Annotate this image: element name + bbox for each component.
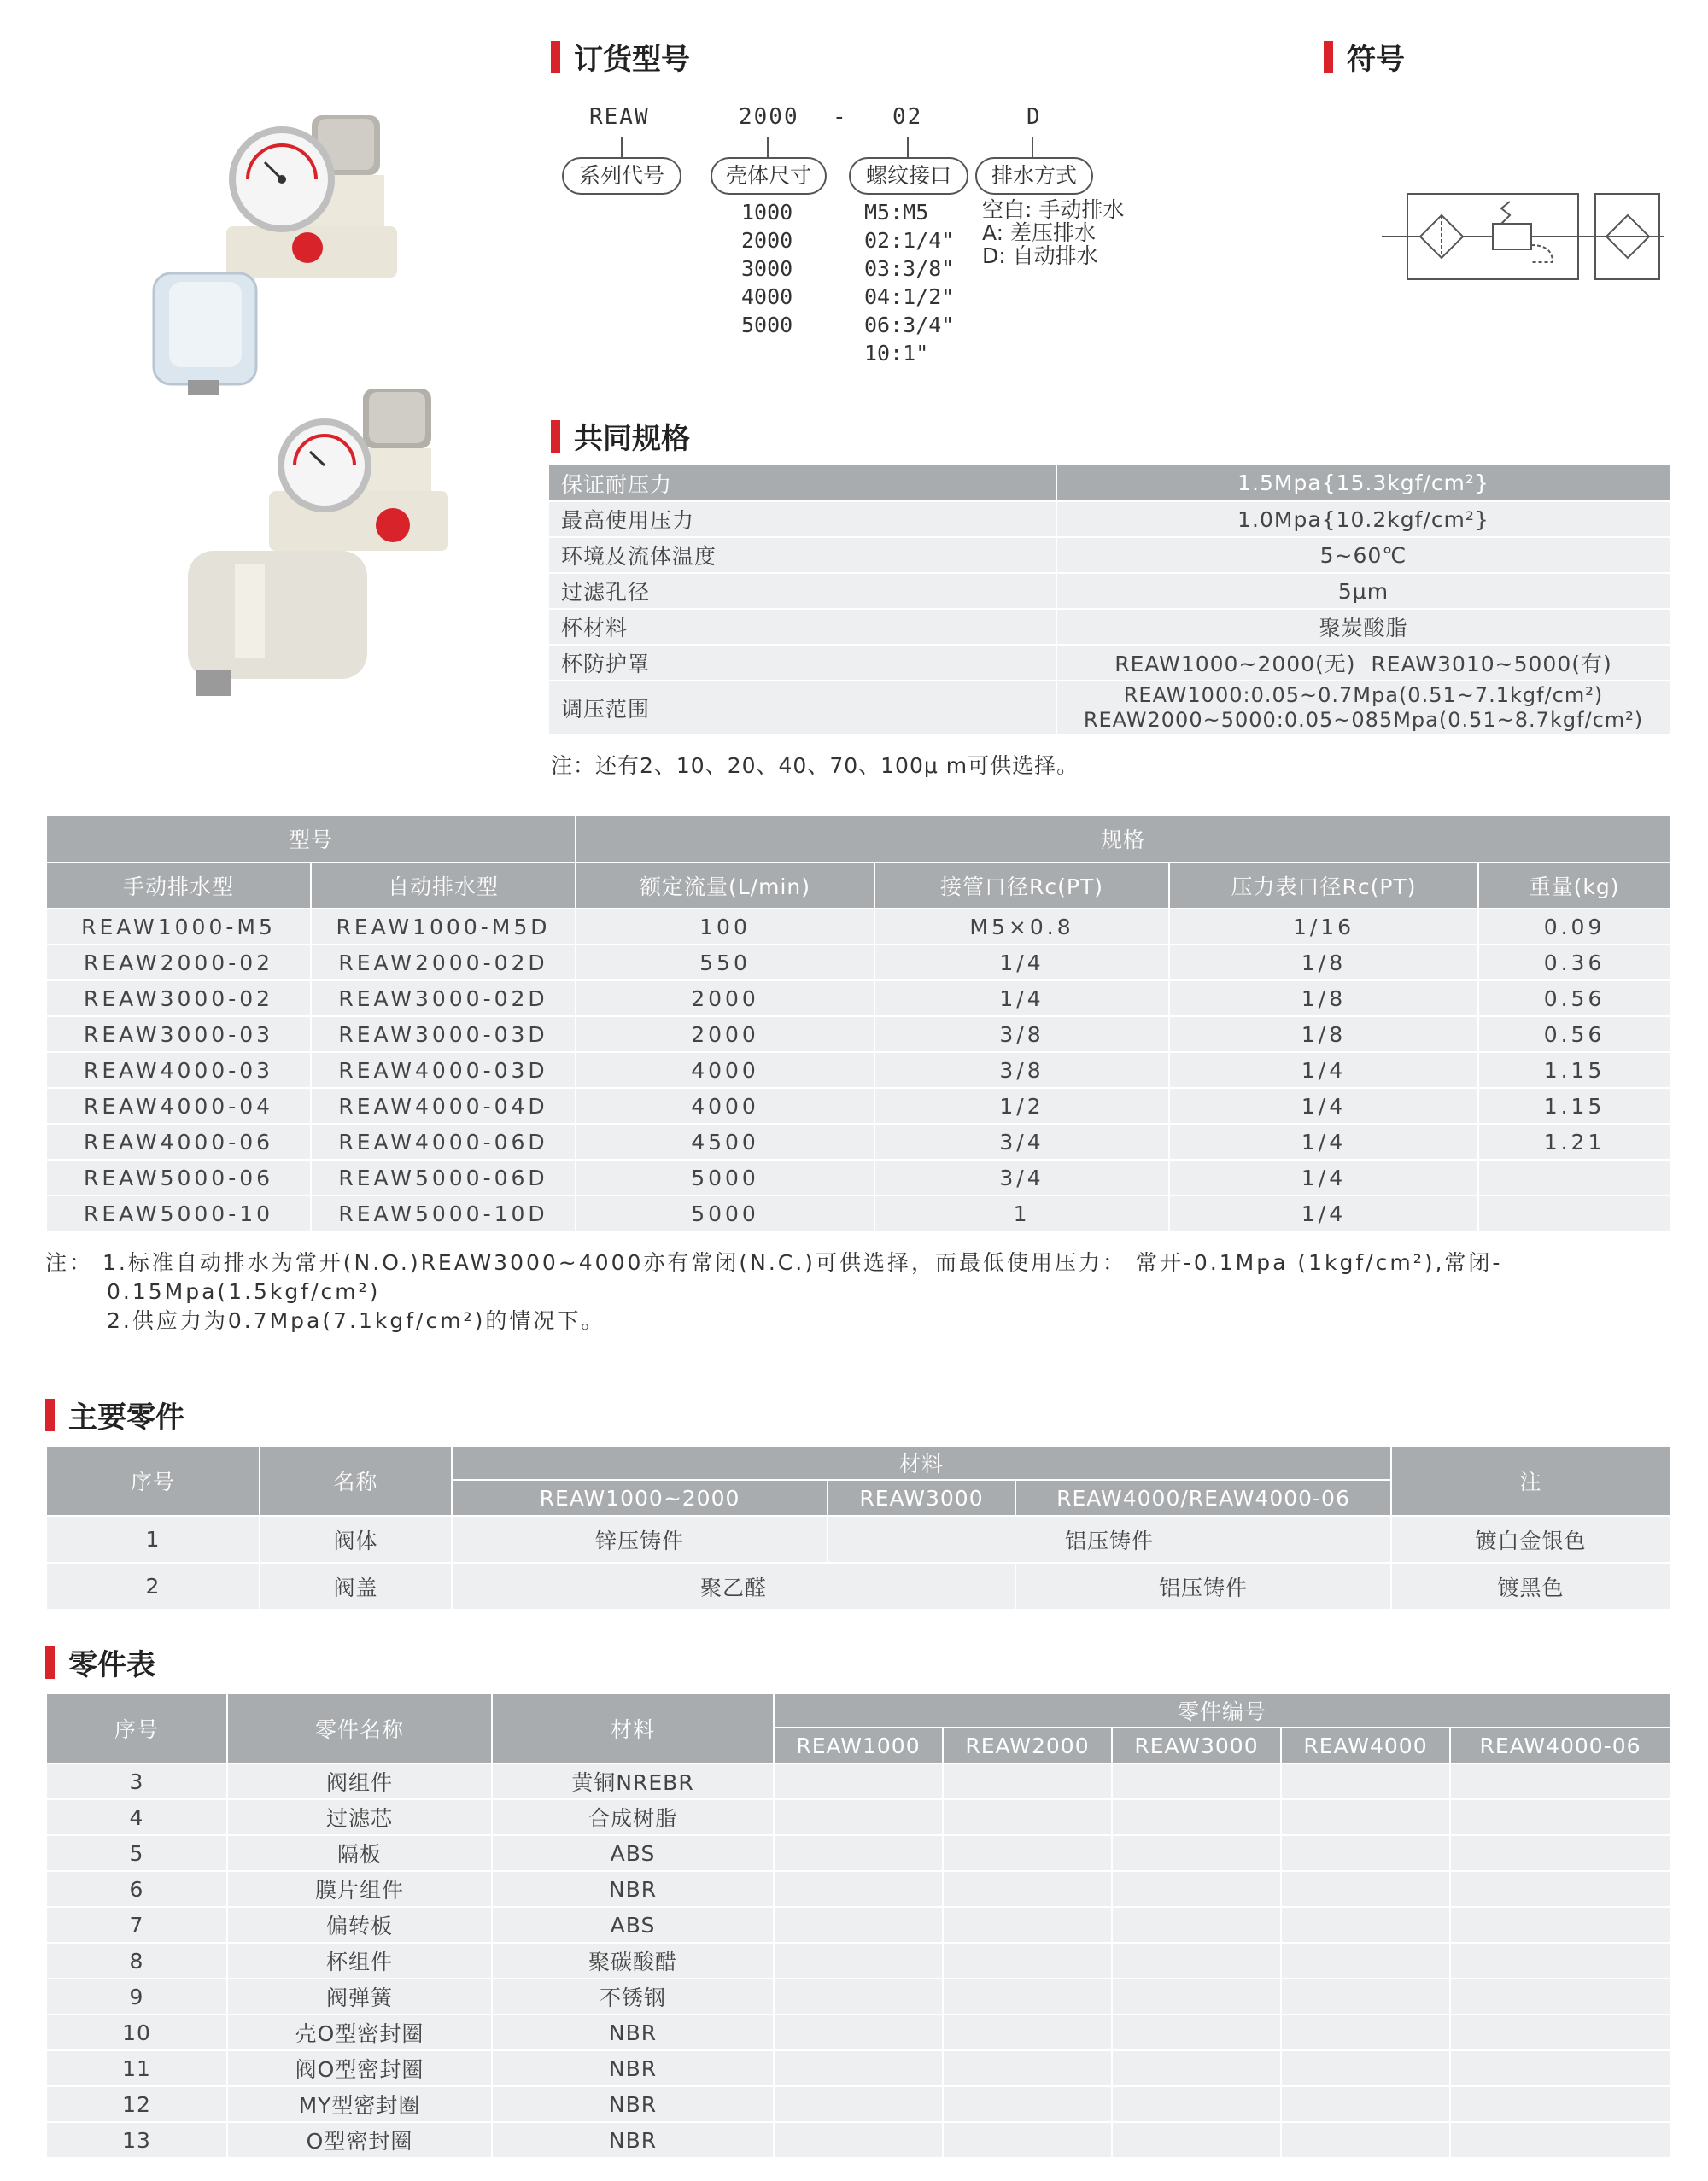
table-cell <box>1112 1835 1281 1871</box>
column-header: 序号 <box>46 1693 227 1763</box>
table-cell: 3 <box>46 1763 227 1799</box>
size-option: 4000 <box>741 284 793 309</box>
table-cell <box>774 2122 943 2158</box>
table-cell: 9 <box>46 1979 227 2014</box>
table-cell <box>1478 1196 1670 1231</box>
table-cell: 膜片组件 <box>227 1871 492 1907</box>
port-option: 04:1/2" <box>864 284 955 309</box>
table-cell: M5×0.8 <box>874 909 1169 944</box>
table-cell: 2 <box>46 1563 260 1610</box>
column-group-header: 规格 <box>576 815 1670 862</box>
column-subheader: REAW1000 <box>774 1728 943 1763</box>
column-header: 名称 <box>260 1446 452 1516</box>
table-row <box>46 1124 1670 1160</box>
spec-value: 5μm <box>1056 573 1670 609</box>
table-cell: 4000 <box>576 1088 874 1124</box>
size-option: 5000 <box>741 313 793 337</box>
table-row <box>46 1446 1670 1480</box>
table-cell <box>774 2050 943 2086</box>
table-cell: 杯组件 <box>227 1943 492 1979</box>
spec-value: 聚炭酸脂 <box>1056 609 1670 645</box>
column-header: 额定流量(L/min) <box>576 862 874 909</box>
table-cell <box>1450 1871 1670 1907</box>
spec-value <box>1056 681 1670 735</box>
table-cell: 黄铜NREBR <box>492 1763 774 1799</box>
table-cell <box>774 1799 943 1835</box>
table-cell: REAW4000-03 <box>46 1052 311 1088</box>
parts-list-table <box>45 1693 1671 2159</box>
table-cell: REAW1000-M5D <box>311 909 576 944</box>
column-subheader: REAW1000~2000 <box>452 1480 828 1516</box>
product-image-filter-regulator-1 <box>128 98 470 397</box>
table-cell: 聚乙醛 <box>452 1563 1015 1610</box>
table-row <box>46 1979 1670 2014</box>
table-row <box>46 1563 1670 1610</box>
table-row <box>46 1907 1670 1943</box>
table-cell <box>943 1907 1112 1943</box>
table-cell <box>1281 1763 1450 1799</box>
table-cell: 1/8 <box>1169 980 1478 1016</box>
drain-options <box>982 198 1124 267</box>
table-cell <box>774 2086 943 2122</box>
connector-line <box>907 137 909 159</box>
model-note-line: 2.供应力为0.7Mpa(7.1kgf/cm²)的情况下。 <box>107 1308 605 1333</box>
table-cell <box>943 2014 1112 2050</box>
table-row <box>46 1871 1670 1907</box>
table-cell: 合成树脂 <box>492 1799 774 1835</box>
table-cell <box>774 1835 943 1871</box>
table-cell: 11 <box>46 2050 227 2086</box>
table-cell: 100 <box>576 909 874 944</box>
connector-line <box>767 137 769 159</box>
table-cell: REAW4000-06D <box>311 1124 576 1160</box>
table-cell: NBR <box>492 1871 774 1907</box>
table-cell <box>1450 1835 1670 1871</box>
table-cell: 1/8 <box>1169 944 1478 980</box>
table-cell: REAW5000-06 <box>46 1160 311 1196</box>
port-options <box>864 198 954 367</box>
table-row <box>46 980 1670 1016</box>
table-row <box>46 1763 1670 1799</box>
table-cell: MY型密封圈 <box>227 2086 492 2122</box>
table-cell: 5000 <box>576 1196 874 1231</box>
table-cell <box>1112 1799 1281 1835</box>
table-cell: 4 <box>46 1799 227 1835</box>
column-header: 零件名称 <box>227 1693 492 1763</box>
accent-bar <box>551 420 560 453</box>
table-cell <box>1281 2086 1450 2122</box>
common-spec-table <box>549 465 1670 736</box>
table-row <box>46 2086 1670 2122</box>
table-row <box>46 1052 1670 1088</box>
table-cell <box>1450 1979 1670 2014</box>
table-row <box>46 1160 1670 1196</box>
table-cell <box>1450 2014 1670 2050</box>
table-cell: 4500 <box>576 1124 874 1160</box>
accent-bar <box>551 41 560 73</box>
accent-bar <box>1324 41 1333 73</box>
common-spec-title <box>551 415 690 457</box>
table-cell: 过滤芯 <box>227 1799 492 1835</box>
table-row <box>46 1516 1670 1563</box>
table-cell <box>1281 2122 1450 2158</box>
spec-value: 1.5Mpa{15.3kgf/cm²} <box>1056 465 1670 501</box>
label-series-code: 系列代号 <box>562 157 681 195</box>
table-cell: 1.21 <box>1478 1124 1670 1160</box>
table-cell: NBR <box>492 2086 774 2122</box>
spec-value: 5~60℃ <box>1056 537 1670 573</box>
column-header: 注 <box>1391 1446 1670 1516</box>
column-subheader: REAW3000 <box>828 1480 1015 1516</box>
accent-bar <box>45 1646 55 1679</box>
table-cell <box>1450 1799 1670 1835</box>
table-row <box>46 909 1670 944</box>
table-cell: 1/4 <box>1169 1160 1478 1196</box>
product-image-filter-regulator-2 <box>171 380 478 722</box>
table-row <box>46 1943 1670 1979</box>
table-row <box>46 1799 1670 1835</box>
table-cell <box>1478 1160 1670 1196</box>
main-parts-title-text: 主要零件 <box>68 1400 184 1435</box>
table-cell <box>1450 2122 1670 2158</box>
table-cell: REAW3000-02 <box>46 980 311 1016</box>
table-cell: 6 <box>46 1871 227 1907</box>
table-cell: 铝压铸件 <box>828 1516 1391 1563</box>
table-cell: 1/8 <box>1169 1016 1478 1052</box>
table-cell: 1.15 <box>1478 1052 1670 1088</box>
symbol-title-text: 符号 <box>1347 43 1405 77</box>
drain-option: A: 差压排水 <box>982 220 1097 245</box>
table-cell <box>1112 1907 1281 1943</box>
table-cell: REAW2000-02D <box>311 944 576 980</box>
table-cell: 镀黑色 <box>1391 1563 1670 1610</box>
table-cell: 1/16 <box>1169 909 1478 944</box>
table-cell: 5000 <box>576 1160 874 1196</box>
table-cell: 10 <box>46 2014 227 2050</box>
spec-key: 调压范围 <box>549 681 1056 735</box>
spec-key: 最高使用压力 <box>549 501 1056 537</box>
table-row <box>46 944 1670 980</box>
code-size: 2000 <box>739 104 799 130</box>
spec-value: 1.0Mpa{10.2kgf/cm²} <box>1056 501 1670 537</box>
code-series: REAW <box>589 104 650 130</box>
column-header: 零件编号 <box>774 1693 1670 1728</box>
table-cell <box>1112 2014 1281 2050</box>
table-cell: REAW4000-06 <box>46 1124 311 1160</box>
table-cell: 550 <box>576 944 874 980</box>
table-cell <box>943 1979 1112 2014</box>
label-shell-size: 壳体尺寸 <box>711 157 827 195</box>
table-cell <box>1450 1907 1670 1943</box>
column-subheader: REAW4000-06 <box>1450 1728 1670 1763</box>
table-row <box>549 681 1670 735</box>
table-row <box>46 1088 1670 1124</box>
table-cell <box>943 1871 1112 1907</box>
model-note <box>45 1248 1676 1336</box>
table-cell: REAW3000-02D <box>311 980 576 1016</box>
table-cell <box>774 1871 943 1907</box>
column-subheader: REAW2000 <box>943 1728 1112 1763</box>
accent-bar <box>45 1399 55 1431</box>
table-cell: 8 <box>46 1943 227 1979</box>
spec-value-line: REAW1000:0.05~0.7Mpa(0.51~7.1kgf/cm²) <box>1123 683 1604 707</box>
spec-value-line: REAW2000~5000:0.05~085Mpa(0.51~8.7kgf/cm²) <box>1083 708 1644 732</box>
column-header: 材料 <box>452 1446 1391 1480</box>
table-cell: 1/4 <box>1169 1088 1478 1124</box>
spec-key: 杯材料 <box>549 609 1056 645</box>
column-header: 材料 <box>492 1693 774 1763</box>
table-row <box>549 645 1670 681</box>
table-row <box>46 815 1670 862</box>
table-cell: 阀盖 <box>260 1563 452 1610</box>
column-group-header: 型号 <box>46 815 576 862</box>
table-cell: 阀O型密封圈 <box>227 2050 492 2086</box>
table-cell <box>1112 2086 1281 2122</box>
port-option: 06:3/4" <box>864 313 955 337</box>
symbol-title <box>1324 36 1405 78</box>
table-cell <box>943 1763 1112 1799</box>
table-row <box>549 465 1670 501</box>
table-cell: 阀组件 <box>227 1763 492 1799</box>
table-cell: REAW5000-10 <box>46 1196 311 1231</box>
table-cell: 阀弹簧 <box>227 1979 492 2014</box>
connector-line <box>621 137 623 159</box>
table-cell <box>1281 1943 1450 1979</box>
table-row <box>46 1835 1670 1871</box>
table-cell: REAW4000-04D <box>311 1088 576 1124</box>
port-option: 02:1/4" <box>864 228 955 253</box>
table-cell: 1 <box>46 1516 260 1563</box>
table-row <box>46 1693 1670 1728</box>
size-options <box>741 198 793 339</box>
table-cell <box>774 1763 943 1799</box>
table-cell <box>943 1835 1112 1871</box>
spec-value: REAW1000~2000(无) REAW3010~5000(有) <box>1056 645 1670 681</box>
table-cell: O型密封圈 <box>227 2122 492 2158</box>
table-cell: ABS <box>492 1907 774 1943</box>
label-drain-type: 排水方式 <box>975 157 1093 195</box>
port-option: 10:1" <box>864 341 929 365</box>
table-cell <box>1281 1979 1450 2014</box>
table-cell: 1 <box>874 1196 1169 1231</box>
table-cell <box>1281 1835 1450 1871</box>
main-parts-table <box>45 1445 1671 1611</box>
table-cell: 镀白金银色 <box>1391 1516 1670 1563</box>
table-cell: REAW4000-04 <box>46 1088 311 1124</box>
table-row <box>46 2122 1670 2158</box>
table-cell <box>774 1943 943 1979</box>
spec-key: 过滤孔径 <box>549 573 1056 609</box>
table-cell <box>1450 2086 1670 2122</box>
table-cell: REAW1000-M5 <box>46 909 311 944</box>
code-port: 02 <box>892 104 923 130</box>
table-cell: 1.15 <box>1478 1088 1670 1124</box>
common-spec-title-text: 共同规格 <box>574 422 690 456</box>
table-cell: REAW3000-03 <box>46 1016 311 1052</box>
table-cell: 0.09 <box>1478 909 1670 944</box>
table-cell: 3/8 <box>874 1052 1169 1088</box>
model-note-line: 注： 1.标准自动排水为常开(N.O.)REAW3000~4000亦有常闭(N.C.)可供选择，而最低使用压力： 常开-0.1Mpa (1kgf/cm²),常闭- <box>45 1250 1503 1275</box>
table-cell: 不锈钢 <box>492 1979 774 2014</box>
table-cell: NBR <box>492 2122 774 2158</box>
connector-line <box>1032 137 1033 159</box>
table-cell <box>774 1979 943 2014</box>
table-cell <box>774 2014 943 2050</box>
table-cell <box>1450 1763 1670 1799</box>
table-cell <box>1281 1799 1450 1835</box>
table-cell: 0.56 <box>1478 1016 1670 1052</box>
spec-note: 注：还有2、10、20、40、70、100μ m可供选择。 <box>551 753 1079 778</box>
table-cell: 3/8 <box>874 1016 1169 1052</box>
table-cell <box>943 1943 1112 1979</box>
table-cell: 13 <box>46 2122 227 2158</box>
column-subheader: REAW4000 <box>1281 1728 1450 1763</box>
table-row <box>46 2014 1670 2050</box>
table-cell: 隔板 <box>227 1835 492 1871</box>
table-cell <box>1450 2050 1670 2086</box>
port-option: M5:M5 <box>864 200 929 225</box>
table-cell: NBR <box>492 2014 774 2050</box>
table-cell: 1/4 <box>1169 1052 1478 1088</box>
spec-key: 环境及流体温度 <box>549 537 1056 573</box>
table-cell: 0.56 <box>1478 980 1670 1016</box>
column-header: 序号 <box>46 1446 260 1516</box>
table-cell: 壳O型密封圈 <box>227 2014 492 2050</box>
table-cell: REAW2000-02 <box>46 944 311 980</box>
table-cell: REAW5000-06D <box>311 1160 576 1196</box>
table-cell <box>1112 2050 1281 2086</box>
column-header: 手动排水型 <box>46 862 311 909</box>
code-dash: - <box>833 104 848 130</box>
table-cell: 3/4 <box>874 1160 1169 1196</box>
table-cell: 3/4 <box>874 1124 1169 1160</box>
column-header: 接管口径Rc(PT) <box>874 862 1169 909</box>
table-cell: 1/4 <box>874 980 1169 1016</box>
table-cell: REAW5000-10D <box>311 1196 576 1231</box>
column-header: 重量(kg) <box>1478 862 1670 909</box>
parts-list-title-text: 零件表 <box>68 1648 155 1682</box>
size-option: 3000 <box>741 256 793 281</box>
table-cell: NBR <box>492 2050 774 2086</box>
table-row <box>46 2050 1670 2086</box>
table-cell <box>1281 2014 1450 2050</box>
table-cell <box>1450 1943 1670 1979</box>
table-cell <box>1112 1871 1281 1907</box>
table-cell <box>943 2086 1112 2122</box>
column-header: 压力表口径Rc(PT) <box>1169 862 1478 909</box>
table-cell: 偏转板 <box>227 1907 492 1943</box>
table-row <box>549 573 1670 609</box>
table-row <box>549 537 1670 573</box>
table-cell: 1/2 <box>874 1088 1169 1124</box>
table-cell: 聚碳酸醋 <box>492 1943 774 1979</box>
table-cell: 5 <box>46 1835 227 1871</box>
table-cell: 1/4 <box>1169 1196 1478 1231</box>
table-cell <box>1281 1907 1450 1943</box>
table-cell: 2000 <box>576 1016 874 1052</box>
column-header: 自动排水型 <box>311 862 576 909</box>
table-cell: 7 <box>46 1907 227 1943</box>
table-cell <box>943 2122 1112 2158</box>
order-model-title <box>551 36 690 78</box>
label-thread-port: 螺纹接口 <box>849 157 968 195</box>
table-cell <box>1112 1763 1281 1799</box>
table-cell: REAW3000-03D <box>311 1016 576 1052</box>
table-row <box>46 1196 1670 1231</box>
table-row <box>549 609 1670 645</box>
port-option: 03:3/8" <box>864 256 955 281</box>
table-cell: 1/4 <box>874 944 1169 980</box>
table-cell <box>1281 2050 1450 2086</box>
table-cell: 4000 <box>576 1052 874 1088</box>
table-row <box>549 501 1670 537</box>
frl-filter-regulator-symbol-icon <box>1382 190 1664 284</box>
table-cell: 0.36 <box>1478 944 1670 980</box>
column-subheader: REAW4000/REAW4000-06 <box>1015 1480 1391 1516</box>
model-note-line: 0.15Mpa(1.5kgf/cm²) <box>107 1279 381 1304</box>
spec-key: 保证耐压力 <box>549 465 1056 501</box>
drain-option: D: 自动排水 <box>982 243 1098 268</box>
table-cell <box>1112 1979 1281 2014</box>
spec-key: 杯防护罩 <box>549 645 1056 681</box>
table-cell: 1/4 <box>1169 1124 1478 1160</box>
main-parts-title <box>45 1394 184 1435</box>
table-cell: 阀体 <box>260 1516 452 1563</box>
table-cell: 锌压铸件 <box>452 1516 828 1563</box>
table-cell <box>1281 1871 1450 1907</box>
drain-option: 空白: 手动排水 <box>982 197 1125 222</box>
order-model-title-text: 订货型号 <box>574 43 690 77</box>
size-option: 1000 <box>741 200 793 225</box>
model-table <box>45 814 1671 1232</box>
table-cell <box>774 1907 943 1943</box>
table-cell <box>1112 1943 1281 1979</box>
parts-list-title <box>45 1641 155 1683</box>
table-cell <box>1112 2122 1281 2158</box>
table-cell <box>943 1799 1112 1835</box>
table-cell: 12 <box>46 2086 227 2122</box>
code-drain: D <box>1027 104 1042 130</box>
table-row <box>46 1016 1670 1052</box>
table-cell <box>943 2050 1112 2086</box>
table-cell: 铝压铸件 <box>1015 1563 1391 1610</box>
size-option: 2000 <box>741 228 793 253</box>
table-cell: 2000 <box>576 980 874 1016</box>
column-subheader: REAW3000 <box>1112 1728 1281 1763</box>
table-row <box>46 862 1670 909</box>
table-cell: REAW4000-03D <box>311 1052 576 1088</box>
table-cell: ABS <box>492 1835 774 1871</box>
